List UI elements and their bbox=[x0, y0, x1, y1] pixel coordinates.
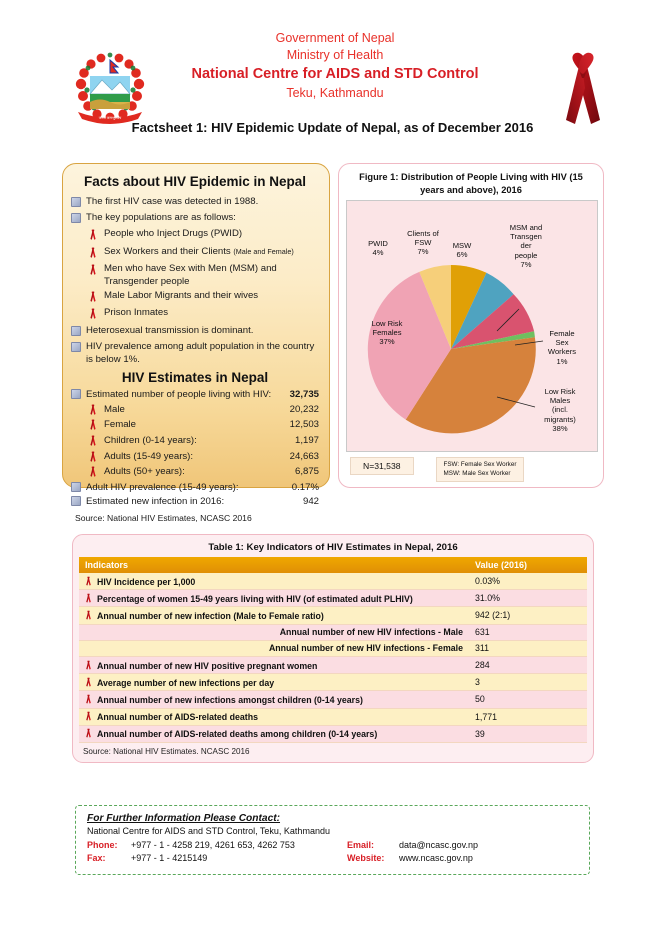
page-title: Factsheet 1: HIV Epidemic Update of Nepal, as of December 2016 bbox=[131, 120, 534, 135]
key-population-item bbox=[71, 306, 319, 322]
estimate-row bbox=[71, 403, 319, 419]
estimate-label: Adults (15-49 years): bbox=[104, 450, 194, 462]
pie-label-female-sex-workers: Female Sex Workers 1% bbox=[547, 329, 577, 366]
table-cell-value: 3 bbox=[469, 674, 587, 691]
key-population-main: Sex Workers and their Clients bbox=[104, 245, 231, 257]
pie-chart-plot bbox=[346, 200, 598, 452]
email-label: Email: bbox=[347, 840, 375, 850]
ribbon-bullet-icon bbox=[89, 450, 104, 466]
table-row bbox=[79, 674, 587, 691]
table-source: Source: National HIV Estimates. NCASC 2016 bbox=[83, 746, 250, 756]
fact-item bbox=[71, 211, 319, 226]
ribbon-bullet-icon bbox=[89, 245, 104, 261]
table-row bbox=[79, 640, 587, 656]
phone-label: Phone: bbox=[87, 840, 118, 850]
fax-label: Fax: bbox=[87, 853, 106, 863]
square-bullet-icon bbox=[71, 340, 86, 355]
ribbon-bullet-icon bbox=[85, 728, 92, 738]
table-cell-value: 31.0% bbox=[469, 590, 587, 607]
abbr-fsw: FSW: Female Sex Worker bbox=[443, 461, 517, 468]
ribbon-bullet-icon bbox=[89, 306, 104, 322]
header-line-organization: National Centre for AIDS and STD Control bbox=[191, 66, 479, 82]
key-population-item bbox=[71, 227, 319, 243]
ribbon-bullet-icon bbox=[85, 677, 92, 687]
table-cell-indicator: Annual number of new infections amongst children (0-14 years) bbox=[79, 691, 469, 708]
pie-label-pwid: PWID 4% bbox=[368, 239, 388, 258]
contact-title: For Further Information Please Contact: bbox=[87, 813, 281, 824]
square-bullet-icon bbox=[71, 388, 86, 403]
table-row bbox=[79, 590, 587, 607]
estimate-label: Female bbox=[104, 419, 136, 431]
figure-abbreviations bbox=[436, 457, 525, 482]
key-population-text bbox=[104, 245, 319, 258]
fact-item bbox=[71, 195, 319, 210]
pie-label-msm-transgender: MSM and Transgen der people 7% bbox=[509, 223, 543, 269]
website-label: Website: bbox=[347, 853, 385, 863]
table-cell-indicator: Annual number of new HIV infections - Female bbox=[79, 640, 469, 656]
ribbon-bullet-icon bbox=[89, 465, 104, 481]
estimate-value: 6,875 bbox=[294, 466, 319, 478]
pie-label-clients-of-fsw: Clients of FSW 7% bbox=[407, 229, 439, 257]
ribbon-bullet-icon bbox=[85, 593, 92, 603]
ribbon-bullet-icon bbox=[89, 227, 104, 243]
square-bullet-icon bbox=[71, 481, 86, 496]
estimate-row bbox=[71, 465, 319, 481]
hiv-estimates-title: HIV Estimates in Nepal bbox=[121, 370, 269, 386]
table-cell-value: 1,771 bbox=[469, 708, 587, 725]
table-cell-value: 284 bbox=[469, 656, 587, 673]
fax-value: +977 - 1 - 4215149 bbox=[131, 853, 208, 863]
table-cell-value: 311 bbox=[469, 640, 587, 656]
table-row bbox=[79, 624, 587, 640]
table-cell-indicator: Annual number of AIDS-related deaths bbox=[79, 708, 469, 725]
email-value[interactable]: data@ncasc.gov.np bbox=[399, 840, 479, 850]
key-population-item bbox=[71, 245, 319, 261]
fact-item bbox=[71, 324, 319, 339]
ribbon-bullet-icon bbox=[85, 694, 92, 704]
estimate-row bbox=[71, 418, 319, 434]
estimate-label: Adult HIV prevalence (15-49 years): bbox=[86, 481, 239, 493]
table-row bbox=[79, 607, 587, 624]
fact-item bbox=[71, 340, 319, 366]
page-header bbox=[0, 22, 665, 120]
square-bullet-icon bbox=[71, 211, 86, 226]
square-bullet-icon bbox=[71, 195, 86, 210]
svg-text:जननी जन्मभूमिश्च: जननी जन्मभूमिश्च bbox=[98, 116, 122, 120]
estimate-value: 942 bbox=[302, 496, 319, 508]
ribbon-bullet-icon bbox=[89, 289, 104, 305]
table-header-row bbox=[79, 557, 587, 573]
fact-item-text: Heterosexual transmission is dominant. bbox=[86, 324, 254, 336]
pie-label-msw: MSW 6% bbox=[452, 241, 472, 260]
table-row bbox=[79, 725, 587, 742]
estimate-label: Estimated new infection in 2016: bbox=[86, 496, 225, 508]
table-cell-indicator: Annual number of new HIV positive pregnant women bbox=[79, 656, 469, 673]
square-bullet-icon bbox=[71, 495, 86, 510]
key-population-item bbox=[71, 262, 319, 288]
ribbon-bullet-icon bbox=[85, 711, 92, 721]
table-cell-indicator: Average number of new infections per day bbox=[79, 674, 469, 691]
header-line-location: Teku, Kathmandu bbox=[286, 86, 384, 100]
estimate-row bbox=[71, 481, 319, 496]
key-indicators-table bbox=[79, 557, 587, 743]
fact-item-text: The first HIV case was detected in 1988. bbox=[86, 196, 259, 207]
contact-fax-row bbox=[87, 852, 578, 865]
pie-label-low-risk-males: Low Risk Males (incl. migrants) 38% bbox=[544, 387, 576, 433]
abbr-msw: MSW: Male Sex Worker bbox=[443, 469, 511, 477]
square-bullet-icon bbox=[71, 324, 86, 339]
phone-value: +977 - 1 - 4258 219, 4261 653, 4262 753 bbox=[131, 840, 295, 850]
key-population-text: Prison Inmates bbox=[104, 307, 168, 319]
estimate-row bbox=[71, 388, 319, 403]
contact-address: National Centre for AIDS and STD Control, Teku, Kathmandu bbox=[87, 826, 330, 836]
estimate-label: Estimated number of people living with HIV: bbox=[86, 389, 272, 401]
table-header-value: Value (2016) bbox=[469, 557, 587, 573]
table-header-indicators: Indicators bbox=[79, 557, 469, 573]
table-title: Table 1: Key Indicators of HIV Estimates in Nepal, 2016 bbox=[208, 542, 458, 553]
table-row bbox=[79, 691, 587, 708]
table-cell-value: 942 (2:1) bbox=[469, 607, 587, 624]
header-titles bbox=[170, 30, 500, 102]
ribbon-bullet-icon bbox=[89, 262, 104, 278]
ribbon-bullet-icon bbox=[89, 403, 104, 419]
fact-item-text: The key populations are as follows: bbox=[86, 212, 236, 224]
figure-title: Figure 1: Distribution of People Living with HIV (15 years and above), 2016 bbox=[359, 172, 583, 195]
key-population-text: People who Inject Drugs (PWID) bbox=[104, 228, 243, 240]
figure-panel bbox=[338, 163, 604, 488]
key-population-text: Male Labor Migrants and their wives bbox=[104, 290, 259, 302]
estimate-value: 12,503 bbox=[289, 419, 319, 431]
table-cell-value: 50 bbox=[469, 691, 587, 708]
website-value[interactable]: www.ncasc.gov.np bbox=[399, 853, 473, 863]
pie-label-low-risk-females: Low Risk Females 37% bbox=[371, 319, 403, 347]
estimate-row bbox=[71, 495, 319, 510]
table-row bbox=[79, 656, 587, 673]
table-cell-indicator: Annual number of AIDS-related deaths among children (0-14 years) bbox=[79, 725, 469, 742]
table-cell-value: 39 bbox=[469, 725, 587, 742]
figure-n-label: N=31,538 bbox=[350, 457, 414, 475]
header-line-ministry: Ministry of Health bbox=[286, 48, 384, 62]
estimate-label: Children (0-14 years): bbox=[104, 435, 197, 447]
table-cell-indicator: Percentage of women 15-49 years living with HIV (of estimated adult PLHIV) bbox=[79, 590, 469, 607]
estimate-value: 24,663 bbox=[289, 450, 319, 462]
estimate-value: 20,232 bbox=[289, 403, 319, 415]
estimate-row bbox=[71, 434, 319, 450]
table-cell-indicator: HIV Incidence per 1,000 bbox=[79, 573, 469, 590]
ribbon-bullet-icon bbox=[89, 434, 104, 450]
header-line-government: Government of Nepal bbox=[275, 31, 395, 45]
ribbon-bullet-icon bbox=[89, 418, 104, 434]
facts-panel-title: Facts about HIV Epidemic in Nepal bbox=[83, 174, 307, 189]
table-cell-value: 631 bbox=[469, 624, 587, 640]
estimate-label: Male bbox=[104, 403, 125, 415]
table-cell-indicator: Annual number of new infection (Male to Female ratio) bbox=[79, 607, 469, 624]
estimate-value: 1,197 bbox=[294, 435, 319, 447]
ribbon-bullet-icon bbox=[85, 660, 92, 670]
nepal-emblem-icon bbox=[70, 46, 150, 128]
contact-panel bbox=[75, 805, 590, 875]
fact-item-text: HIV prevalence among adult population in the country is below 1%. bbox=[86, 340, 315, 366]
key-population-text: Men who have Sex with Men (MSM) and Transgender people bbox=[104, 262, 277, 288]
estimate-value: 0.17% bbox=[291, 481, 319, 493]
table-cell-indicator: Annual number of new HIV infections - Male bbox=[79, 624, 469, 640]
estimate-value: 32,735 bbox=[289, 389, 319, 401]
ribbon-bullet-icon bbox=[85, 576, 92, 586]
key-population-note: (Male and Female) bbox=[233, 246, 294, 256]
table-row bbox=[79, 573, 587, 590]
facts-source: Source: National HIV Estimates, NCASC 2016 bbox=[75, 512, 252, 523]
table-cell-value: 0.03% bbox=[469, 573, 587, 590]
key-indicators-panel bbox=[72, 534, 594, 763]
estimate-label: Adults (50+ years): bbox=[104, 466, 185, 478]
contact-phone-row bbox=[87, 839, 578, 852]
red-aids-ribbon-icon bbox=[548, 48, 618, 128]
figure-footer bbox=[346, 457, 596, 482]
estimate-row bbox=[71, 450, 319, 466]
ribbon-bullet-icon bbox=[85, 610, 92, 620]
key-population-item bbox=[71, 289, 319, 305]
table-row bbox=[79, 708, 587, 725]
facts-panel bbox=[62, 163, 330, 523]
